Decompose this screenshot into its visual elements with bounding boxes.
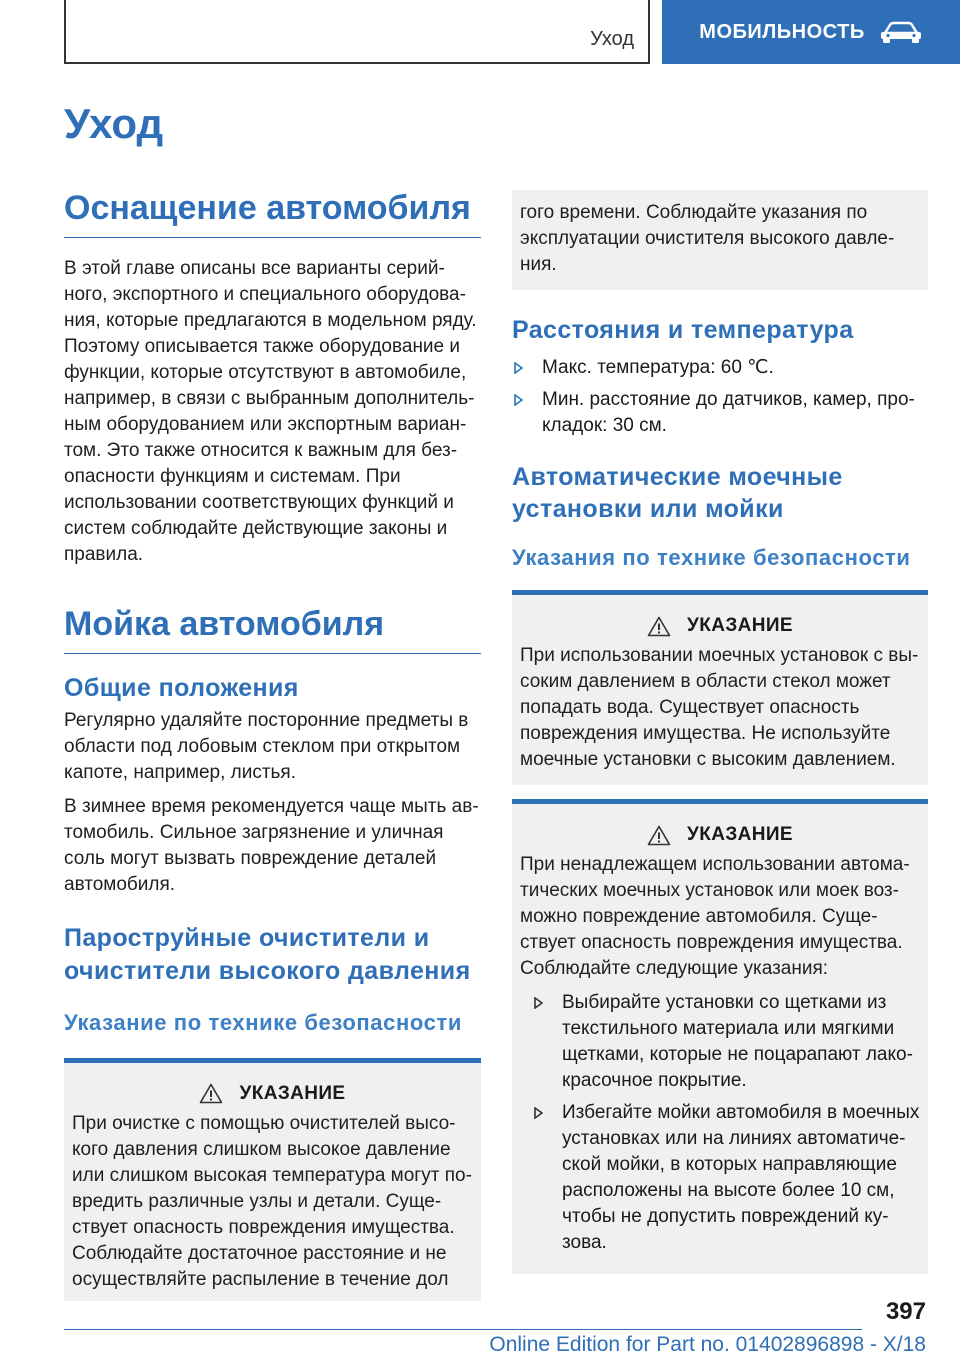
warning-header (72, 1083, 473, 1105)
equipment-paragraph: В этой главе описаны все варианты серийного, экспортного и специального оборудования, которые предлагаются в модельном ряду. Поэтому описывается также оборудование и функции, которые отсутствуют в автомобиле, например, в связи с выбранным дополнительным оборудованием или экспортным вариантом. Это также относится к важным для безопасности функциям и системам. При использовании соответствующих функций и систем соблюдайте действующие законы и правила. (64, 257, 477, 565)
page-number: 397 (885, 1298, 926, 1325)
header-tab-label: МОБИЛЬНОСТЬ (699, 20, 865, 43)
list-item (512, 387, 928, 439)
bullet-triangle-icon (534, 997, 543, 1009)
header-mobility-tab[interactable] (662, 0, 960, 64)
list-item-text: Мин. расстояние до датчиков, камер, прокладок: 30 см. (542, 388, 915, 436)
subheading-safety-note: Указание по технике безопасности (64, 1010, 462, 1036)
subheading-distances: Расстояния и температура (512, 316, 854, 344)
car-icon (879, 21, 923, 43)
general-paragraph-2: В зимнее время рекомендуется чаще мыть автомобиль. Сильное загрязнение и уличная соль могут вызвать повреждение деталей автомобиля. (64, 796, 479, 896)
subheading-general: Общие положения (64, 673, 299, 702)
warning-text: При очистке с помощью очистителей высокого давления слишком высокое давление или слишком высокая температура могут повредить различные узлы и детали. Существует опасность повреждения имущества. Соблюдайте достаточное расстояние и не осуществляйте распыление в течение дол (72, 1112, 472, 1290)
list-item (520, 1100, 920, 1256)
subheading-car-wash-systems: Автоматические моечные установки или мойки (512, 462, 843, 523)
header-section-box (64, 0, 650, 64)
page-title: Уход (64, 100, 164, 147)
warning-text-continued: гого времени. Соблюдайте указания по эксплуатации очистителя высокого давления. (520, 202, 895, 275)
bullet-triangle-icon (514, 362, 523, 374)
list-item-text: Макс. температура: 60 ℃. (542, 356, 774, 378)
subheading-safety-notes: Указания по технике безопасности (512, 544, 911, 570)
footer-divider (64, 1329, 862, 1330)
warning-triangle-icon (199, 1083, 223, 1104)
bullet-triangle-icon (514, 394, 523, 406)
list-item (520, 990, 920, 1094)
general-paragraph-1: Регулярно удаляйте посторонние предметы в области под лобовым стеклом при открытом капоте, например, листья. (64, 710, 469, 784)
section-heading-equipment: Оснащение автомобиля (64, 188, 481, 238)
warning-triangle-icon (647, 825, 671, 846)
warning-title: УКАЗАНИЕ (239, 1082, 346, 1104)
warning-box-car-wash (512, 799, 928, 1274)
right-column (512, 190, 928, 1274)
warning-box-continued (512, 190, 928, 290)
list-item-text: Выбирайте установки со щетками из текстильного материала или мягкими щетками, которые не поцарапают лакокрасочное покрытие. (562, 992, 913, 1092)
header-section-label: Уход (590, 28, 634, 50)
bullet-triangle-icon (534, 1107, 543, 1119)
subheading-steam-cleaners: Пароструйные очистители и очистители высокого давления (64, 924, 471, 985)
section-heading-car-wash: Мойка автомобиля (64, 604, 481, 654)
warning-box-high-pressure (512, 590, 928, 785)
left-column (64, 188, 481, 1301)
distances-list (512, 355, 928, 439)
warning-header (520, 824, 920, 846)
list-item-text: Избегайте мойки автомобиля в моечных установках или на линиях автоматической мойки, в которых направляющие расположены на высоте более 10 см, чтобы не допустить повреждений кузова. (562, 1102, 920, 1254)
warning-box-steam (64, 1058, 481, 1301)
warning-triangle-icon (647, 616, 671, 637)
warning-header (520, 615, 920, 637)
warning-text: При ненадлежащем использовании автоматических моечных установок или моек возможно повреждение автомобиля. Существует опасность повреждения имущества. Соблюдайте следующие указания: (520, 854, 910, 980)
footer-edition-text: Online Edition for Part no. 01402896898 - X/18 (489, 1333, 926, 1356)
warning-text: При использовании моечных установок с высоким давлением в области стекол может попадать вода. Существует опасность повреждения имущества. Не используйте моечные установки с высоким давлением. (520, 645, 919, 771)
warning-title: УКАЗАНИЕ (686, 615, 793, 637)
list-item (512, 355, 928, 381)
warning-title: УКАЗАНИЕ (686, 824, 793, 846)
warning-list (520, 990, 920, 1256)
